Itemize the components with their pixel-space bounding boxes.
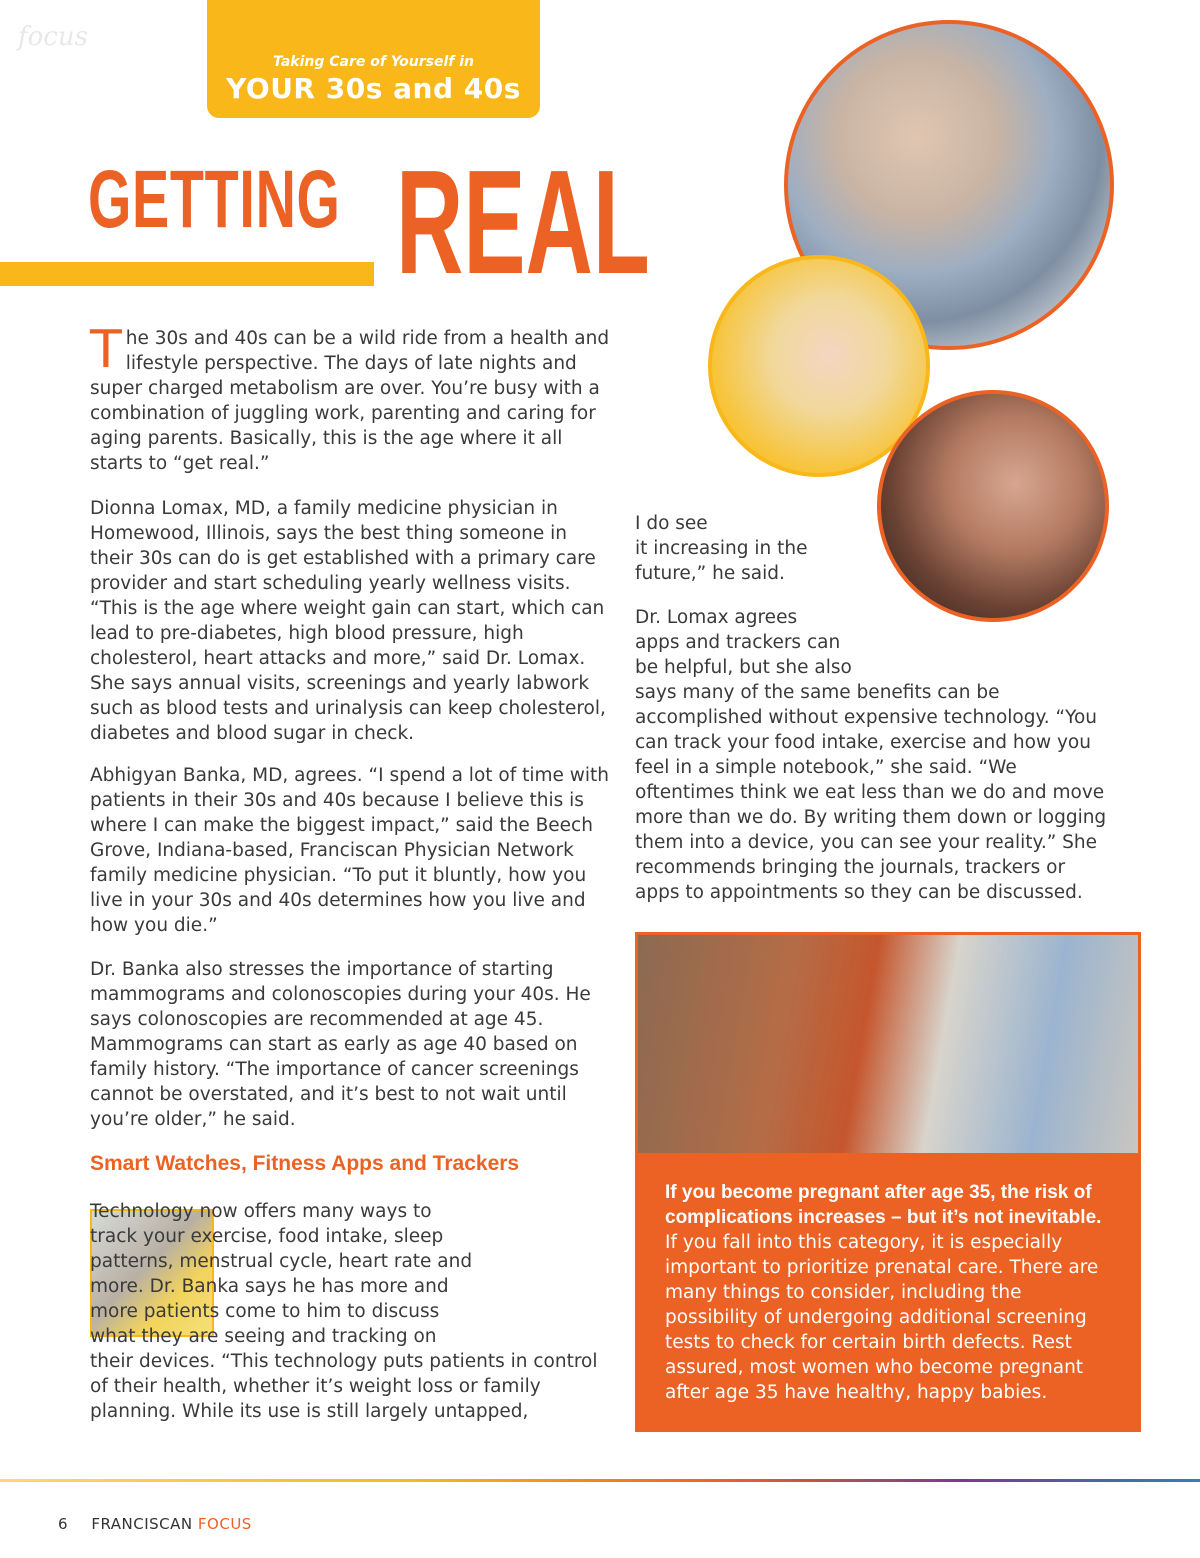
tech-line: more patients come to him to discuss: [90, 1301, 440, 1322]
tech-line: Technology now offers many ways to: [90, 1201, 432, 1222]
footer-rule: [0, 1479, 1200, 1482]
article-paragraph: [90, 763, 610, 938]
col2-line: apps and trackers can: [635, 632, 841, 653]
article-paragraph: [90, 957, 610, 1132]
page-footer: [58, 1515, 252, 1533]
pregnancy-callout-box: [635, 1156, 1141, 1432]
tech-rest: their devices. “This technology puts patients in control of their health, whether it’s weight loss or family planning. While its use is still largely untapped,: [90, 1351, 598, 1422]
father-daughter-photo: [877, 390, 1109, 622]
col2-line: I do see: [635, 513, 708, 534]
publication-name: FRANCISCAN: [91, 1515, 193, 1533]
column2-continuation: [635, 511, 1115, 586]
banner-subtitle: Taking Care of Yourself in: [272, 54, 475, 70]
column2-paragraph: [635, 605, 1115, 905]
callout-text: If you fall into this category, it is especially important to prioritize prenatal care. There are many things to consider, including the possibility of undergoing additional screening tests to check for certain birth defects. Rest assured, most women who become pregnant after age 35 have healthy, happy babies.: [665, 1232, 1099, 1403]
col2-line: it increasing in the: [635, 538, 808, 559]
tech-line: track your exercise, food intake, sleep: [90, 1226, 444, 1247]
publication-name-accent: FOCUS: [197, 1515, 252, 1533]
banner-title: YOUR 30s and 40s: [226, 72, 521, 105]
paragraph-screenings: Dr. Banka also stresses the importance of starting mammograms and colonoscopies during your 40s. He says colonoscopies are recommended at age 45. Mammograms can start as early as age 40 based on family history. “The importance of cancer screenings cannot be overstated, and it’s best to not wait until you’re older,” he said.: [90, 959, 591, 1130]
headline-getting: GETTING: [88, 154, 341, 245]
article-paragraph: [90, 496, 610, 746]
tech-line: what they are seeing and tracking on: [90, 1326, 437, 1347]
section-banner: [207, 0, 540, 118]
col2-rest: says many of the same benefits can be accomplished without expensive technology. “You can track your food intake, exercise and how you feel in a simple notebook,” she said. “We oftentimes think we eat less than we do and move more than we do. By writing them down or logging them into a device, you can see your reality.” She recommends bringing the journals, trackers or apps to appointments so they can be discussed.: [635, 682, 1107, 903]
focus-watermark: focus: [18, 22, 88, 52]
paragraph-lomax: Dionna Lomax, MD, a family medicine physician in Homewood, Illinois, says the best thing someone in their 30s can do is get established with a primary care provider and start scheduling yearly wellness visits. “This is the age where weight gain can start, which can lead to pre-diabetes, high blood pressure, high cholesterol, heart attacks and more,” said Dr. Lomax. She says annual visits, screenings and yearly labwork such as blood tests and urinalysis can keep cholesterol, diabetes and blood sugar in check.: [90, 498, 606, 744]
intro-text: he 30s and 40s can be a wild ride from a health and lifestyle perspective. The days of late nights and super charged metabolism are over. You’re busy with a combination of juggling work, parenting and caring for aging parents. Basically, this is the age where it all starts to “get real.”: [90, 328, 610, 474]
col2-line: Dr. Lomax agrees: [635, 607, 798, 628]
intro-paragraph: [90, 320, 610, 476]
drop-cap: T: [90, 320, 122, 380]
tech-paragraph: [90, 1199, 610, 1424]
tech-line: patterns, menstrual cycle, heart rate and: [90, 1251, 473, 1272]
headline-accent-bar: [0, 262, 374, 286]
section-subhead: Smart Watches, Fitness Apps and Trackers: [90, 1152, 520, 1175]
pregnancy-photo: [635, 932, 1141, 1156]
headline-real: REAL: [396, 140, 650, 305]
col2-line: be helpful, but she also: [635, 657, 852, 678]
col2-line: future,” he said.: [635, 563, 785, 584]
paragraph-banka: Abhigyan Banka, MD, agrees. “I spend a lot of time with patients in their 30s and 40s because I believe this is where I can make the biggest impact,” said the Beech Grove, Indiana-based, Franciscan Physician Network family medicine physician. “To put it bluntly, how you live in your 30s and 40s determines how you live and how you die.”: [90, 765, 610, 936]
callout-heading: If you become pregnant after age 35, the risk of complications increases – but it’s not inevitable.: [665, 1182, 1102, 1228]
tech-line: more. Dr. Banka says he has more and: [90, 1276, 449, 1297]
page-number: 6: [58, 1515, 69, 1533]
